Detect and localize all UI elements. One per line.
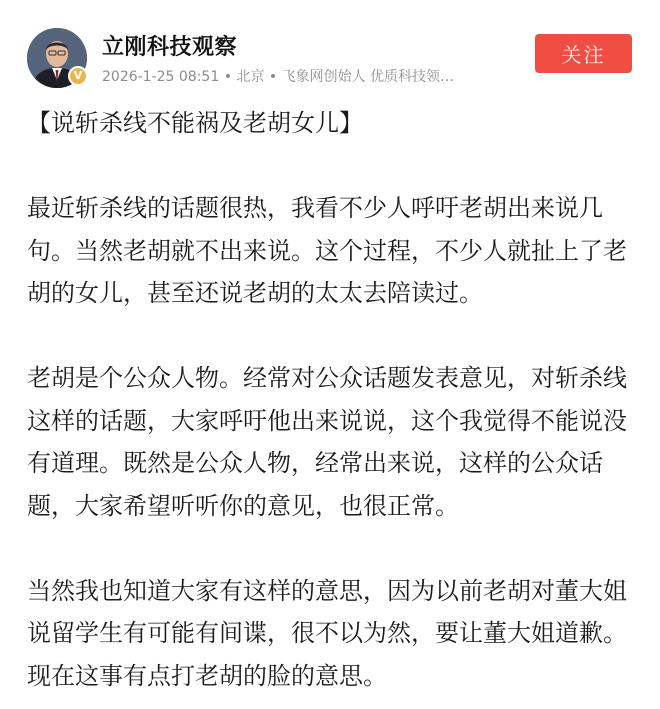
article-title: 【说斩杀线不能祸及老胡女儿】: [27, 109, 363, 137]
article-paragraph-1: 最近斩杀线的话题很热，我看不少人呼吁老胡出来说几句。当然老胡就不出来说。这个过程，不少人就扯上了老胡的女儿，甚至还说老胡的太太去陪读过。: [27, 194, 627, 307]
post-header: [0, 0, 660, 98]
verified-badge-icon: V: [68, 66, 88, 86]
post-meta: 2026-1-25 08:51 • 北京 • 飞象网创始人 优质科技领…: [102, 69, 455, 85]
article-paragraph-3: 当然我也知道大家有这样的意思，因为以前老胡对董大姐说留学生有可能有间谍，很不以为然，要让董大姐道歉。现在这事有点打老胡的脸的意思。: [27, 576, 627, 690]
author-name[interactable]: 立刚科技观察: [102, 35, 238, 60]
article-body: [27, 102, 639, 697]
follow-button[interactable]: 关注: [535, 34, 632, 73]
article-paragraph-2: 老胡是个公众人物。经常对公众话题发表意见，对斩杀线这样的话题，大家呼吁他出来说说，这个我觉得不能说没有道理。既然是公众人物，经常出来说，这样的公众话题，大家希望听听你的意见，也很正常。: [27, 364, 627, 520]
